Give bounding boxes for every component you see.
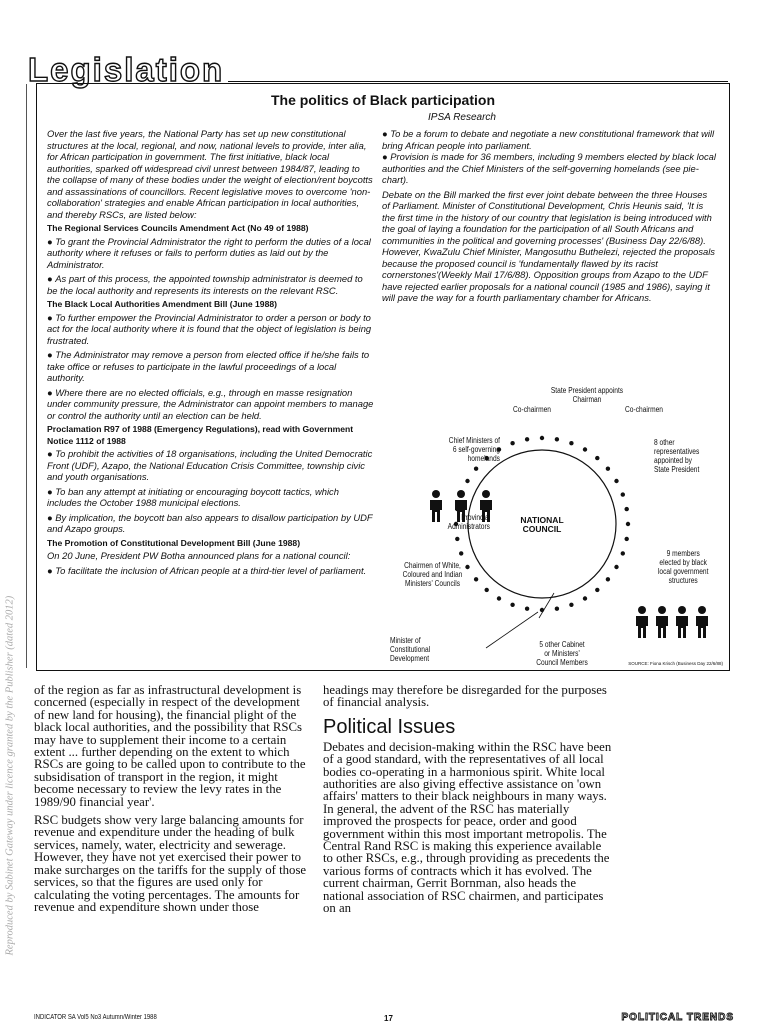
member-dot xyxy=(583,596,587,600)
watermark: Reproduced by Sabinet Gateway under licence granted by the Publisher (dated 2012) xyxy=(4,595,16,956)
page-number: 17 xyxy=(384,1014,393,1023)
people-icons-right xyxy=(636,606,708,638)
sub-heading: The Promotion of Constitutional Development Bill (June 1988) xyxy=(47,537,301,548)
diagram-source: SOURCE: Fiona Krisch (Business Day 22/6/88) xyxy=(628,661,723,666)
sub-heading: The Regional Services Councils Amendment Act (No 49 of 1988) xyxy=(47,223,309,233)
body-paragraph: RSC budgets show very large balancing amounts for revenue and expenditure under the heading of bulk services, namely, water, electricity and sewerage. However, they have not yet exercised their power to make surcharges on the tariffs for the supply of those services, so that the figures are used only for calculating the voting percentages. The amounts for revenue and expenditure shown under those xyxy=(34,813,307,914)
footer-publication: INDICATOR SA Vol5 No3 Autumn/Winter 1988 xyxy=(34,1014,157,1021)
diagram-center-label: NATIONAL COUNCIL xyxy=(520,515,564,534)
member-dot xyxy=(625,537,629,541)
member-dot xyxy=(540,436,544,440)
section-title: Legislation xyxy=(28,51,225,88)
diagram-label-nine-members: 9 members elected by black local government structures xyxy=(657,549,709,585)
member-dot xyxy=(465,479,469,483)
box-paragraph: Debate on the Bill marked the first ever joint debate between the three Houses of Parliament. Minister of Constitutional Development, Chris Heunis said, 'It is the first time in the history of our country that legislation is being introduced with the goal of laying a foundation for the participation of all South Africans and communities in the political and governing processes' (Business Day 22/6/88). However, KwaZulu Chief Minister, Mangosuthu Buthelezi, rejected the proposals because the proposed council is 'fundamentally flawed by its racist cornerstones'(Weekly Mail 17/6/88). Opposition groups from Azapo to the UDF have rejected earlier proposals for a national council (1985 and 1986), saying it will pave the way for a fourth parliamentary chamber for Africans. xyxy=(382,188,715,303)
member-dot xyxy=(459,551,463,555)
diagram-label-provincial: Provincial Administrators xyxy=(447,513,490,531)
member-dot xyxy=(621,492,625,496)
box-left-column xyxy=(47,128,375,579)
bullet-item: ● To ban any attempt at initiating or encouraging boycott tactics, which includes the October 1988 municipal elections. xyxy=(47,486,375,509)
member-dot xyxy=(525,437,529,441)
bullet-item: ● By implication, the boycott ban also appears to disallow participation by UDF and Azapo groups. xyxy=(47,512,375,535)
bullet-item: ● As part of this process, the appointed township administrator is deemed to be the local authority and represents its interests on the relevant RSC. xyxy=(47,273,375,296)
member-dot xyxy=(569,441,573,445)
body-paragraph: headings may therefore be disregarded for the purposes of financial analysis. xyxy=(323,683,607,710)
bullet-item: ● To further empower the Provincial Administrator to order a person or body to act for the local authority where it is found that the object of legislation is being frustrated. xyxy=(47,312,375,347)
bullet-item: ● To grant the Provincial Administrator the right to perform the duties of a local authority where it refuses or fails to perform duties as laid out by the Administrator. xyxy=(47,236,375,271)
section-rule xyxy=(228,81,728,82)
box-intro: Over the last five years, the National Party has set up new constitutional structures at the local, regional, and now, national levels to provide, inter alia, for African participation in government. The first initiative, black local authorities, sparked off widespread civil unrest between 1984/87, leading to the collapse of many of these bodies under the weight of election/rent boycotts and assassinations of councillors. Recent legislative moves to overcome 'non-collaboration' strategies and enable African participation in local authorities, and thereby RSCs, are listed below: xyxy=(47,128,373,220)
member-dot xyxy=(485,588,489,592)
bullet-item: ● Where there are no elected officials, e.g., through en masse resignation under community pressure, the Administrator can appoint members to manage or control the authority until an election can be held. xyxy=(47,387,375,422)
sub-heading: Proclamation R97 of 1988 (Emergency Regulations), read with Government Notice 1112 of 1988 xyxy=(47,424,354,446)
diagram-label-eight-other: 8 other representatives appointed by State President xyxy=(654,438,700,474)
sub-heading: The Black Local Authorities Amendment Bill (June 1988) xyxy=(47,299,278,309)
member-dot xyxy=(583,447,587,451)
diagram-label-cochair-right: Co-chairmen xyxy=(625,405,663,414)
diagram-label-cochair-left: Co-chairmen xyxy=(513,405,551,414)
member-dot xyxy=(555,607,559,611)
diagram-label-minister: Minister of Constitutional Development xyxy=(390,636,431,663)
member-dot xyxy=(606,577,610,581)
member-dot xyxy=(625,507,629,511)
diagram-label-five-other: 5 other Cabinet or Ministers' Council Members xyxy=(536,640,588,667)
footer-brand: POLITICAL TRENDS xyxy=(621,1012,734,1023)
bullet-item: ● The Administrator may remove a person from elected office if he/she fails to take office or refuses to participate in the lawful proceedings of a local authority. xyxy=(47,349,375,384)
pointer-line xyxy=(539,593,554,618)
person-icon xyxy=(676,606,688,638)
page-footer xyxy=(34,1014,734,1024)
member-dot xyxy=(525,607,529,611)
bullet-item: ● Provision is made for 36 members, including 9 members elected by black local authorities and the Chief Ministers of the self-governing homelands (see pie-chart). xyxy=(382,151,717,186)
person-icon xyxy=(656,606,668,638)
bullet-item: ● To facilitate the inclusion of African people at a third-tier level of parliament. xyxy=(47,565,375,577)
member-dot xyxy=(474,467,478,471)
box-title: The politics of Black participation xyxy=(270,92,496,108)
member-dot xyxy=(595,588,599,592)
bullet-item: ● To prohibit the activities of 18 organisations, including the United Democratic Front (UDF), Azapo, the National Education Crisis Committee, township civic and youth organisations. xyxy=(47,448,375,483)
box-right-column xyxy=(382,128,717,307)
body-paragraph: of the region as far as infrastructural development is concerned (especially in respect of the development of new land for housing), the financial plight of the black local authorities, and the possibility that RSCs may have to supplement their income to a certain extent ... further depending on the extent to which RSCs are going to be called upon to contribute to the subsidisation of transport in the region, it might become necessary to review the levy rates in the 1989/90 financial year'. xyxy=(34,683,306,809)
member-dot xyxy=(497,596,501,600)
member-dot xyxy=(614,565,618,569)
body-heading: Political Issues xyxy=(323,715,456,738)
member-dot xyxy=(510,441,514,445)
box-byline: IPSA Research xyxy=(428,112,496,123)
diagram-label-top: State President appoints Chairman xyxy=(550,386,624,404)
member-dot xyxy=(595,456,599,460)
body-column-left xyxy=(34,684,310,919)
member-dot xyxy=(621,551,625,555)
person-icon xyxy=(696,606,708,638)
diagram-label-chief-ministers: Chief Ministers of 6 self-governing homelands xyxy=(448,436,500,463)
member-dot xyxy=(510,603,514,607)
bullet-item: ● To be a forum to debate and negotiate a new constitutional framework that will bring African people into parliament. xyxy=(382,128,717,151)
member-dot xyxy=(555,437,559,441)
margin-rule xyxy=(26,84,27,668)
body-column-right xyxy=(323,684,613,921)
lead-text: On 20 June, President PW Botha announced plans for a national council: xyxy=(47,550,351,561)
body-paragraph: Debates and decision-making within the RSC have been of a good standard, with the representatives of all local bodies co-operating in a harmonious spirit. White local authorities are also giving effective assistance on 'own affairs' matters to their black neighbours in many ways. In general, the advent of the RSC has materially improved the prospects for peace, order and good government within this most important metropolis. The Central Rand RSC is making this experience available to other RSCs, e.g., through providing as precedents the various forms of contracts which it has evolved. The current chairman, Gerrit Bornman, also heads the national association of RSC chairmen, and participates on an xyxy=(323,739,612,916)
member-dot xyxy=(614,479,618,483)
sidebar-box xyxy=(36,83,730,671)
member-dot xyxy=(606,467,610,471)
member-dot xyxy=(455,537,459,541)
member-dot xyxy=(569,603,573,607)
diagram-label-chairmen: Chairmen of White, Coloured and Indian Ministers' Councils xyxy=(402,561,463,588)
member-dot xyxy=(626,522,630,526)
person-icon xyxy=(636,606,648,638)
